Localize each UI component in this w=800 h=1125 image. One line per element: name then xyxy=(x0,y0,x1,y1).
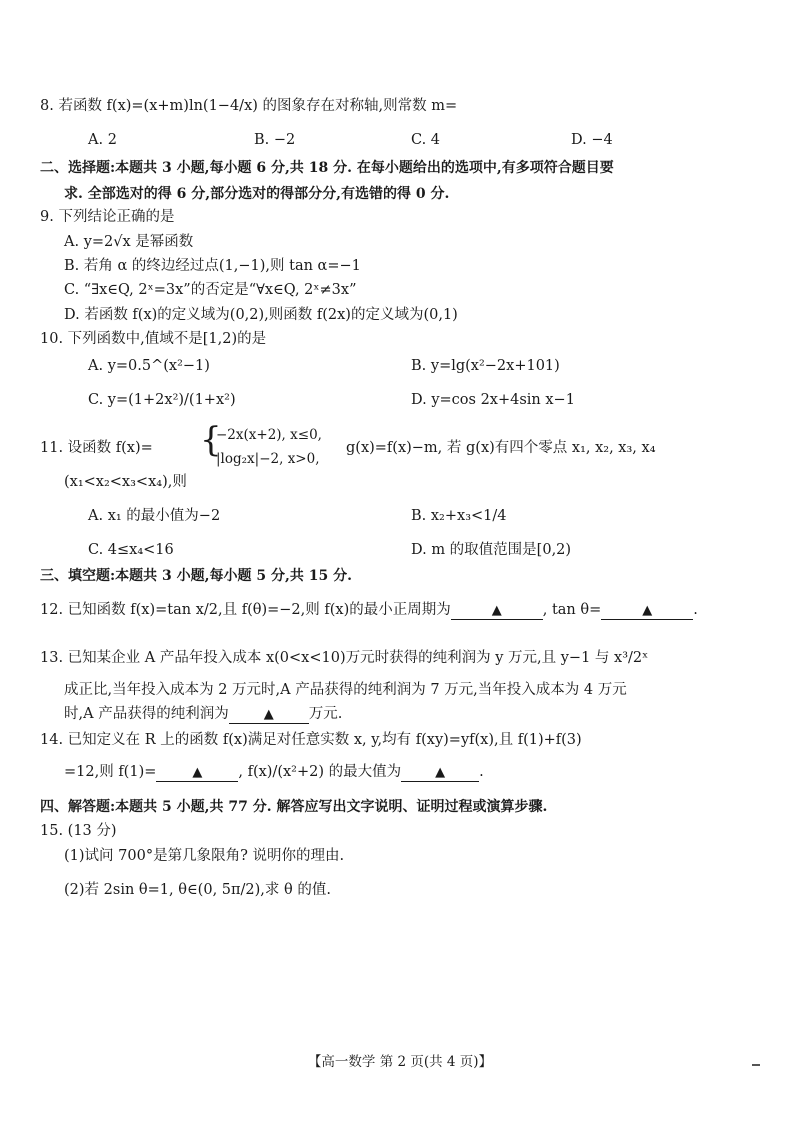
section4-header: 四、解答题:本题共 5 小题,共 77 分. 解答应写出文字说明、证明过程或演算步骤. xyxy=(40,799,548,815)
q12-answer-blank-1[interactable]: ▲ xyxy=(451,603,543,620)
section3-header: 三、填空题:本题共 3 小题,每小题 5 分,共 15 分. xyxy=(40,568,352,584)
q8-option-a: A. 2 xyxy=(88,132,117,148)
q11-stem-middle: g(x)=f(x)−m, 若 g(x)有四个零点 x₁, x₂, x₃, x₄ xyxy=(346,440,656,456)
q14-end: . xyxy=(479,764,484,780)
page-footer: 【高一数学 第 2 页(共 4 页)】 xyxy=(307,1054,493,1070)
q11-case-2: |log₂x|−2, x>0, xyxy=(216,451,320,467)
q9-option-d: D. 若函数 f(x)的定义域为(0,2),则函数 f(2x)的定义域为(0,1) xyxy=(64,307,458,323)
q14-text-2: , f(x)/(x²+2) 的最大值为 xyxy=(238,764,402,780)
q15-part-2: (2)若 2sin θ=1, θ∈(0, 5π/2),求 θ 的值. xyxy=(64,882,331,898)
q10-option-b: B. y=lg(x²−2x+101) xyxy=(411,358,560,374)
q9-option-c: C. “∃x∈Q, 2ˣ=3x”的否定是“∀x∈Q, 2ˣ≠3x” xyxy=(64,282,357,298)
q15-part-1: (1)试问 700°是第几象限角? 说明你的理由. xyxy=(64,848,345,864)
q13-line-1: 13. 已知某企业 A 产品年投入成本 x(0<x<10)万元时获得的纯利润为 y 万元,且 y−1 与 x³/2ˣ xyxy=(40,650,649,666)
q9-option-a: A. y=2√x 是幂函数 xyxy=(64,234,194,250)
q10-option-d: D. y=cos 2x+4sin x−1 xyxy=(411,392,575,408)
q12-end: . xyxy=(693,602,698,618)
q14-answer-blank-2[interactable]: ▲ xyxy=(401,765,479,782)
q14-line-1: 14. 已知定义在 R 上的函数 f(x)满足对任意实数 x, y,均有 f(xy)=yf(x),且 f(1)+f(3) xyxy=(40,732,582,748)
q10-option-a: A. y=0.5^(x²−1) xyxy=(88,358,210,374)
q11-case-1: −2x(x+2), x≤0, xyxy=(216,427,322,443)
section2-header-line1: 二、选择题:本题共 3 小题,每小题 6 分,共 18 分. 在每小题给出的选项中,有多项符合题目要 xyxy=(40,160,614,176)
q11-option-a: A. x₁ 的最小值为−2 xyxy=(88,508,221,524)
q12-text-1: 12. 已知函数 f(x)=tan x/2,且 f(θ)=−2,则 f(x)的最小正周期为 xyxy=(40,602,451,618)
q13-text-2: 万元. xyxy=(308,706,343,722)
q12-answer-blank-2[interactable]: ▲ xyxy=(601,603,693,620)
q11-stem-start: 11. 设函数 f(x)= xyxy=(40,440,153,456)
section2-header-line2: 求. 全部选对的得 6 分,部分选对的得部分分,有选错的得 0 分. xyxy=(64,186,450,202)
q12-text-2: , tan θ= xyxy=(542,602,602,618)
q11-stem-end: (x₁<x₂<x₃<x₄),则 xyxy=(64,474,187,490)
q13-line-2: 成正比,当年投入成本为 2 万元时,A 产品获得的纯利润为 7 万元,当年投入成本为 4 万元 xyxy=(64,682,627,698)
q14-text-1: =12,则 f(1)= xyxy=(64,764,157,780)
q9-option-b: B. 若角 α 的终边经过点(1,−1),则 tan α=−1 xyxy=(64,258,361,274)
q13-answer-blank[interactable]: ▲ xyxy=(229,707,309,724)
q14-answer-blank-1[interactable]: ▲ xyxy=(156,765,238,782)
q15-title: 15. (13 分) xyxy=(40,823,117,839)
q13-text-1: 时,A 产品获得的纯利润为 xyxy=(64,706,229,722)
q9-stem: 9. 下列结论正确的是 xyxy=(40,209,175,225)
q8-stem: 8. 若函数 f(x)=(x+m)ln(1−4/x) 的图象存在对称轴,则常数 m= xyxy=(40,98,458,114)
q10-option-c: C. y=(1+2x²)/(1+x²) xyxy=(88,392,236,408)
q14-line-2 xyxy=(64,762,484,782)
corner-mark xyxy=(752,1064,760,1066)
q10-stem: 10. 下列函数中,值域不是[1,2)的是 xyxy=(40,331,267,347)
q13-line-3 xyxy=(64,704,342,724)
q8-option-c: C. 4 xyxy=(411,132,441,148)
q8-option-b: B. −2 xyxy=(254,132,296,148)
q11-option-b: B. x₂+x₃<1/4 xyxy=(411,508,507,524)
q11-option-c: C. 4≤x₄<16 xyxy=(88,542,174,558)
q11-option-d: D. m 的取值范围是[0,2) xyxy=(411,542,572,558)
q11-brace: { xyxy=(200,420,222,460)
q8-option-d: D. −4 xyxy=(571,132,613,148)
q12-line xyxy=(40,600,698,620)
